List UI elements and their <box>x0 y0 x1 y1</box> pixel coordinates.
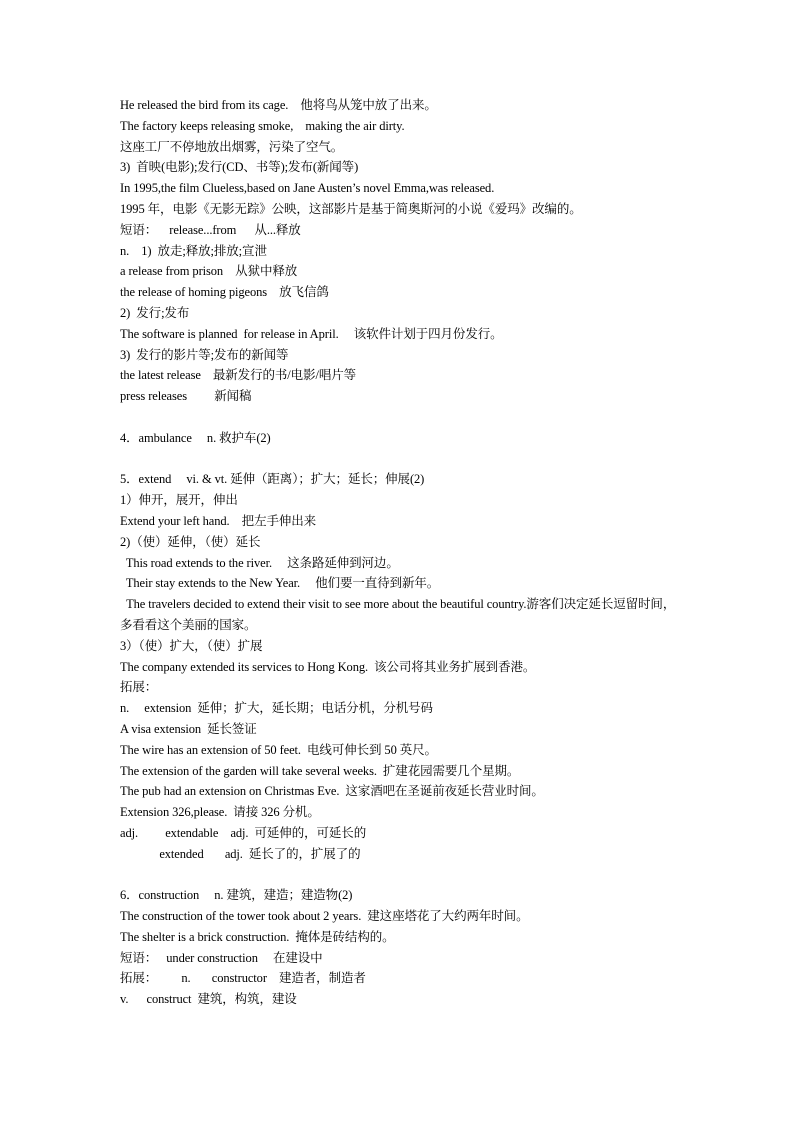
text-line: The wire has an extension of 50 feet. 电线可伸长到 50 英尺。 <box>120 742 437 757</box>
text-line: In 1995,the film Clueless,based on Jane Austen’s novel Emma,was released. <box>120 181 495 196</box>
text-line: v. construct 建筑，构筑，建设 <box>120 992 297 1007</box>
text-line: n. 1) 放走;释放;排放;宣泄 <box>120 243 267 258</box>
text-line: 拓展： n. constructor 建造者，制造者 <box>120 971 366 986</box>
text-line: Extend your left hand. 把左手伸出来 <box>120 513 317 528</box>
text-line: He released the bird from its cage. 他将鸟从笼中放了出来。 <box>120 98 437 112</box>
text-line: The shelter is a brick construction. 掩体是砖结构的。 <box>120 929 395 944</box>
text-line: The extension of the garden will take several weeks. 扩建花园需要几个星期。 <box>120 763 520 778</box>
text-line: the latest release 最新发行的书/电影/唱片等 <box>120 368 357 383</box>
text-line: 短语： release...from 从...释放 <box>120 222 301 237</box>
text-line: Extension 326,please. 请接 326 分机。 <box>120 805 320 820</box>
text-line: 这座工厂不停地放出烟雾，污染了空气。 <box>120 139 344 154</box>
text-line: 3) 发行的影片等;发布的新闻等 <box>120 347 289 362</box>
text-line: 2) 发行;发布 <box>120 305 190 320</box>
text-line: 1995 年，电影《无影无踪》公映，这部影片是基于简奥斯河的小说《爱玛》改编的。 <box>120 201 582 216</box>
text-line: The pub had an extension on Christmas Eve. 这家酒吧在圣诞前夜延长营业时间。 <box>120 784 544 799</box>
text-line: n. extension 延伸；扩大，延长期；电话分机，分机号码 <box>120 701 433 716</box>
text-line: Their stay extends to the New Year. 他们要一直待到新年。 <box>120 576 440 591</box>
blank-line <box>120 407 680 428</box>
text-line: 6．construction n. 建筑，建造；建造物(2) <box>120 888 353 903</box>
text-line: the release of homing pigeons 放飞信鸽 <box>120 285 329 300</box>
document-page <box>120 95 680 1010</box>
text-line: 短语： under construction 在建设中 <box>120 950 323 965</box>
text-line: The software is planned for release in April. 该软件计划于四月份发行。 <box>120 326 503 341</box>
text-line: adj. extendable adj. 可延伸的，可延长的 <box>120 825 367 840</box>
text-line: extended adj. 延长了的，扩展了的 <box>120 846 361 861</box>
text-line: The company extended its services to Hong Kong. 该公司将其业务扩展到香港。 <box>120 659 536 674</box>
blank-line <box>120 864 680 885</box>
text-line: A visa extension 延长签证 <box>120 721 257 736</box>
text-line: 1）伸开，展开，伸出 <box>120 493 238 508</box>
text-line: a release from prison 从狱中释放 <box>120 264 298 279</box>
text-line: press releases 新闻稿 <box>120 389 252 404</box>
text-line: The travelers decided to extend their visit to see more about the beautiful country.游客们决定延长逗留时间，多看看这个美丽的国家。 <box>120 597 676 632</box>
text-line: The construction of the tower took about 2 years. 建这座塔花了大约两年时间。 <box>120 909 529 924</box>
blank-line <box>120 449 680 470</box>
text-line: 3）（使）扩大，（使）扩展 <box>120 638 263 653</box>
text-line: 4．ambulance n. 救护车(2) <box>120 430 271 445</box>
text-line: The factory keeps releasing smoke, making the air dirty. <box>120 118 405 133</box>
text-line: This road extends to the river. 这条路延伸到河边。 <box>120 555 399 570</box>
text-line: 2)（使）延伸，（使）延长 <box>120 534 261 549</box>
text-line: 3) 首映(电影);发行(CD、书等);发布(新闻等) <box>120 160 359 175</box>
text-line: 5．extend vi. & vt. 延伸（距离）；扩大；延长；伸展(2) <box>120 472 425 487</box>
text-line: 拓展： <box>120 680 158 695</box>
